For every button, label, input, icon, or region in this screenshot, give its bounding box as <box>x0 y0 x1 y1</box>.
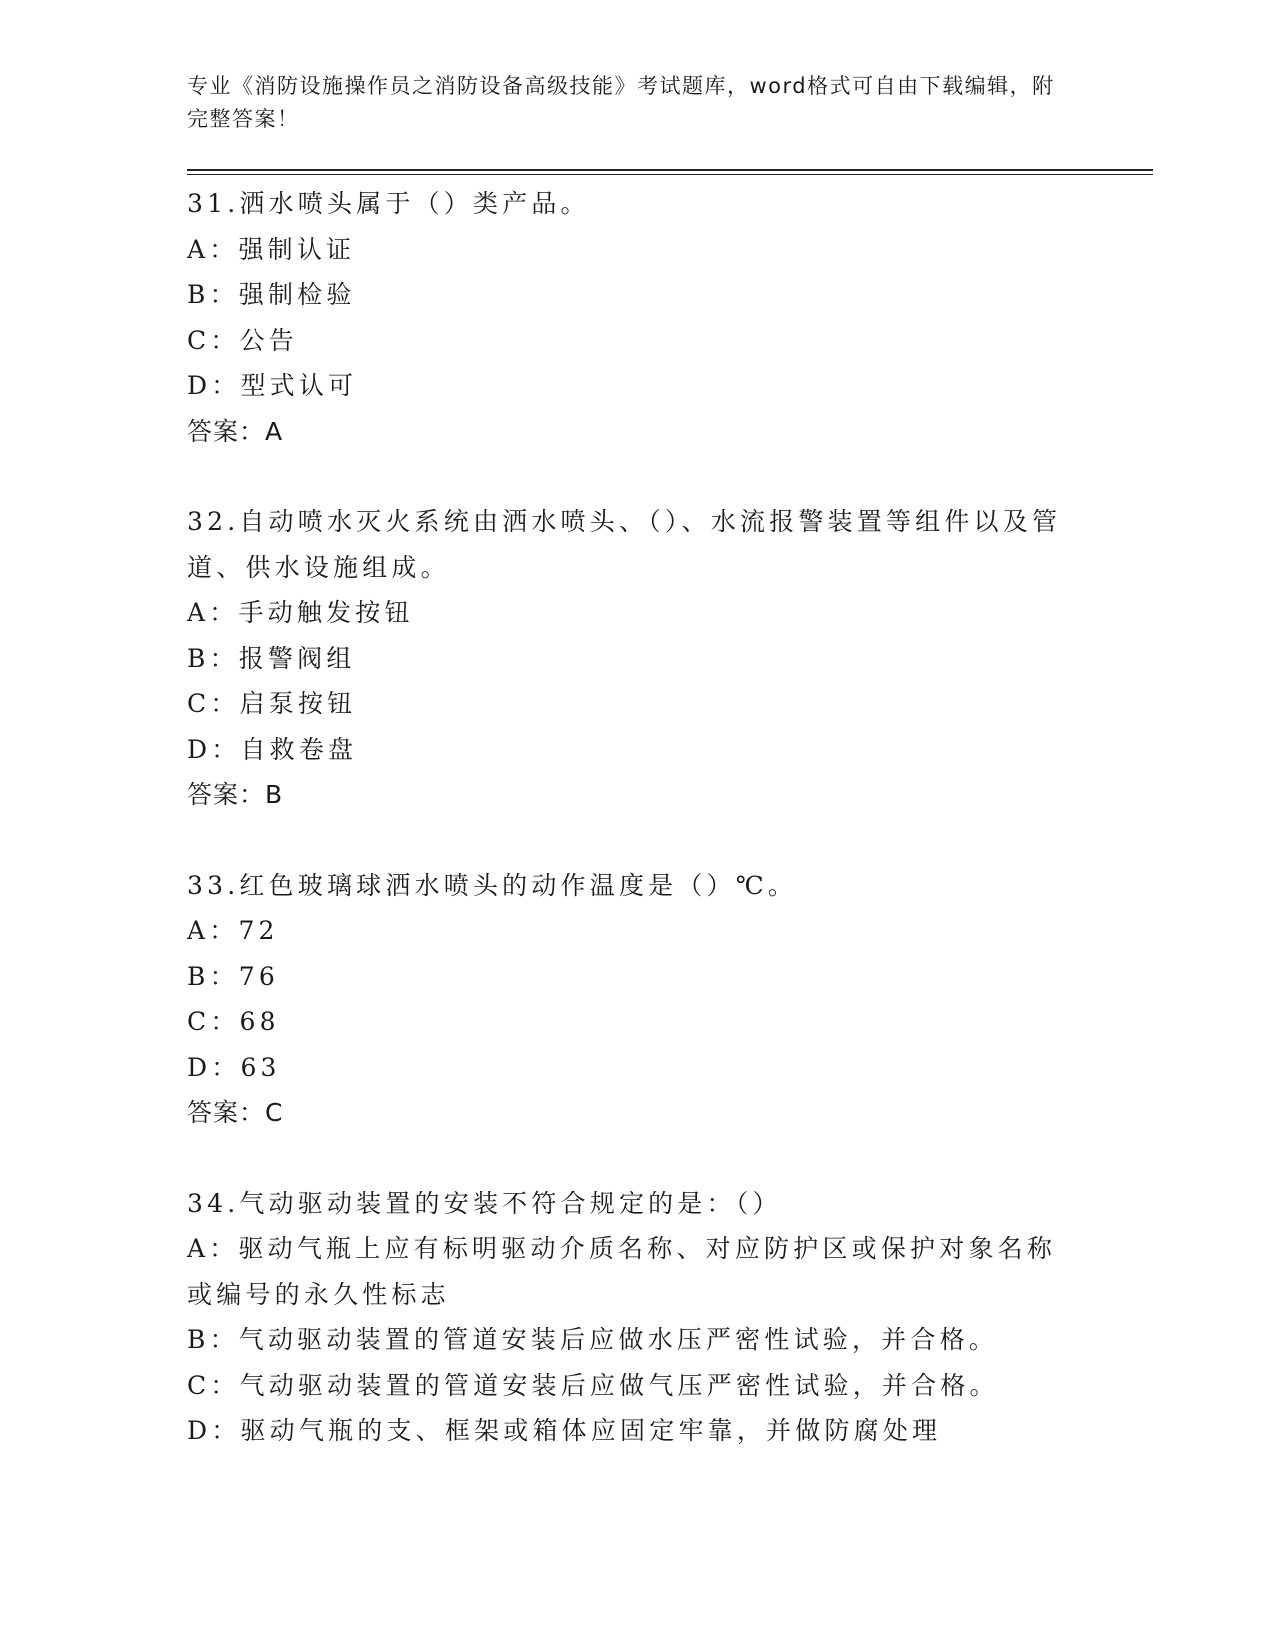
option-a: A：72 <box>187 916 279 945</box>
option-d: D：63 <box>187 1052 281 1082</box>
option-d: D：自救卷盘 <box>187 734 358 764</box>
question-stem: 32.自动喷水灭火系统由洒水喷头、（）、水流报警装置等组件以及管道、供水设施组成。 <box>187 507 1062 582</box>
option-c: C：68 <box>187 1007 280 1036</box>
option-c: C：启泵按钮 <box>187 689 357 718</box>
document-page <box>187 70 1147 1499</box>
divider-thin-line <box>187 174 1153 175</box>
option-c: C：公告 <box>187 325 298 355</box>
question-34 <box>187 1181 1147 1454</box>
document-intro: 专业《消防设施操作员之消防设备高级技能》考试题库，word格式可自由下载编辑，附完整答案！ <box>187 74 1055 131</box>
answer-line: 答案：C <box>187 1098 284 1127</box>
option-b: B：气动驱动装置的管道安装后应做水压严密性试验，并合格。 <box>187 1325 998 1354</box>
option-d: D：型式认可 <box>187 371 358 400</box>
header-divider <box>187 169 1153 175</box>
option-b: B：报警阀组 <box>187 643 356 673</box>
option-c: C：气动驱动装置的管道安装后应做气压严密性试验，并合格。 <box>187 1370 999 1400</box>
question-list <box>187 181 1147 1454</box>
question-31 <box>187 181 1147 454</box>
option-a: A：驱动气瓶上应有标明驱动介质名称、对应防护区或保护对象名称或编号的永久性标志 <box>187 1234 1057 1309</box>
option-a: A：手动触发按钮 <box>187 598 414 627</box>
option-b: B：强制检验 <box>187 280 356 309</box>
question-33 <box>187 863 1147 1136</box>
question-stem: 33.红色玻璃球洒水喷头的动作温度是（）℃。 <box>187 870 798 900</box>
answer-line: 答案：B <box>187 780 284 809</box>
option-a: A：强制认证 <box>187 234 356 264</box>
question-stem: 31.洒水喷头属于（）类产品。 <box>187 189 590 218</box>
option-b: B：76 <box>187 961 279 991</box>
divider-thick-line <box>187 169 1153 171</box>
answer-line: 答案：A <box>187 416 284 446</box>
option-d: D：驱动气瓶的支、框架或箱体应固定牢靠，并做防腐处理 <box>187 1416 942 1445</box>
question-32 <box>187 499 1147 818</box>
question-stem: 34.气动驱动装置的安装不符合规定的是：（） <box>187 1188 782 1218</box>
